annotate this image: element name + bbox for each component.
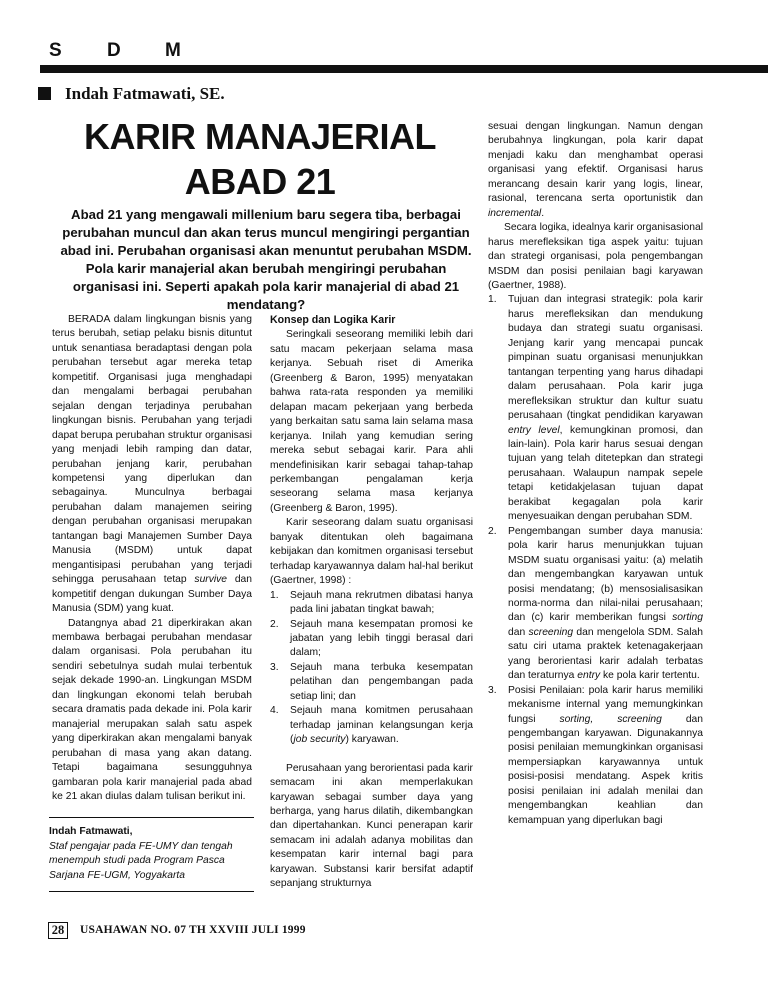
col2-paragraph-3: Perusahaan yang berorientasi pada karir semacam ini akan memperlakukan karyawan sebagai sumber daya yang berharga, yang harus dilatih, dikembangkan dan dipertahankan. Kunci penerapan karir semacam ini adalah adanya mobilitas dan kesempatan karir internal bagi para karyawan. Substansi karir bersifat adaptif sepanjang strukturnya [270, 762, 473, 890]
title-line-2: ABAD 21 [184, 161, 336, 202]
col3-paragraph-2: Secara logika, idealnya karir organisasional harus merefleksikan tiga aspek yaitu: tujuan dan strategi organisasi, pola pengembangan MSDM dan posisi penilaian bagi karyawan (Gaertner, 1988). [488, 222, 703, 291]
col2-paragraph-2: Karir seseorang dalam suatu organisasi banyak ditentukan oleh bagaimana kebijakan dan komitmen organisasi tersebut terhadap karyawannya dalam hal-hal berikut (Gaertner, 1998) : [270, 517, 473, 587]
column-2 [270, 313, 473, 892]
title-line-1: KARIR MANAJERIAL [84, 116, 436, 157]
list-item: 2. Sejauh mana kesempatan promosi ke jabatan yang lebih tinggi berasal dari dalam; [270, 618, 473, 659]
article-title [40, 114, 480, 204]
col2-list [270, 589, 473, 748]
section-letter-m: M [165, 40, 182, 61]
magazine-info: USAHAWAN NO. 07 TH XXVIII JULI 1999 [80, 924, 306, 936]
column-3 [488, 120, 703, 828]
author-line [38, 84, 438, 106]
square-bullet-icon [38, 87, 51, 100]
list-item: 2. Pengembangan sumber daya manusia: pola karir harus menunjukkan tujuan MSDM suatu organisasi yaitu: (a) melatih dan mengembangkan karyawan untuk posisi mendatang; (b) mensosialisasikan norma-norma dan nilai-nilai perusahaan; dan (c) karir memberikan fungsi sorting dan screening dan mengelola SDM. Salah satu ciri utama praktek ketenagakerjaan yang berorientasi karir adalah terbatas dan teraturnya entry ke pola karir tertentu. [488, 525, 704, 682]
lead-paragraph: Abad 21 yang mengawali millenium baru segera tiba, berbagai perubahan muncul dan akan terus muncul mengiringi pergantian abad ini. Perubahan organisasi akan menuntut perubahan MSDM. Pola karir manajerial akan berubah mengiringi perubahan organisasi ini. Seperti apakah pola karir manajerial di abad 21 mendatang? [60, 207, 472, 312]
author-box-name: Indah Fatmawati, [49, 826, 133, 837]
col1-paragraph-2: Datangnya abad 21 diperkirakan akan membawa berbagai perubahan mendasar dalam organisasi. Pola perubahan itu sendiri sebetulnya sudah mulai terbentuk sejak dekade 1990-an. Lingkungan MSDM dan lingkungan ekonomi telah berubah secara dramatis pada dekade ini. Pola karir manajerial merupakan salah satu aspek yang diperkirakan akan mengalami banyak perubahan di masa yang akan datang. Tetapi bagaimana sesungguhnya gambaran pola karir manajerial pada abad ke 21 akan diulas dalam tulisan berikut ini. [52, 617, 252, 802]
col2-paragraph-1: Seringkali seseorang memiliki lebih dari satu macam pekerjaan selama masa kerjanya. Sebuah riset di Amerika (Greenberg & Baron, 1995) menyatakan bahwa rata-rata responden ya memiliki delapan macam pekerjaan yang berbeda yang berkaitan satu sama lain selama masa kerjanya. Inilah yang kemudian sering mereka sebut sebagai karir. Para ahli mendefinisikan karir sebagai tahap-tahap perkembangan pengalaman kerja seseorang selama masa kerjanya (Greenberg & Baron, 1995). [270, 329, 473, 514]
author-name: Indah Fatmawati, SE. [65, 84, 225, 103]
page-number: 28 [48, 922, 68, 939]
list-item: 1. Sejauh mana rekrutmen dibatasi hanya pada lini jabatan tingkat bawah; [270, 589, 473, 616]
section-letter-s: S [49, 40, 63, 61]
list-item: 3. Sejauh mana terbuka kesempatan pelatihan dan pengembangan pada setiap lini; dan [270, 661, 473, 702]
author-box-bio: Staf pengajar pada FE-UMY dan tengah menempuh studi pada Program Pasca Sarjana FE-UGM, Yogyakarta [49, 840, 233, 881]
section-letter-d: D [107, 40, 122, 61]
header-rule [40, 65, 768, 73]
list-item: 3. Posisi Penilaian: pola karir harus memiliki mekanisme internal yang memungkinkan fungsi sorting, screening dan pengembangan karyawan. Digunakannya posisi penilaian memungkinkan organisasi mempersiapkan karyawannya untuk posisi-posisi mendatang. Aspek kritis posisi penilaian ini adalah menilai dan mengembangkan keahlian dan kemampuan yang diperlukan bagi [488, 684, 703, 826]
col1-paragraph-1: BERADA dalam lingkungan bisnis yang terus berubah, setiap pelaku bisnis dituntut untuk senantiasa beradaptasi dengan pola perubahan tersebut agar mereka tetap kompetitif. Organisasi juga menghadapi dan mengalami berbagai perubahan sejalan dengan terjadinya perubahan lingkungan bisnis. Perubahan yang terjadi dapat berupa perubahan struktur organisasi yang menjadi lebih ramping dan datar, perubahan jenjang karir, perubahan kompetensi yang diperlukan dan sebagainya. Munculnya berbagai perubahan dalam manajemen seiring dengan perubahan organisasi merupakan tantangan bagi Manajemen Sumber Daya Manusia (MSDM) untuk dapat mengantisipasi perubahan yang terjadi sehingga perusahaan tetap survive dan kompetitif dengan dukungan Sumber Daya Manusia (SDM) yang kuat. [52, 314, 253, 615]
page-footer [48, 922, 448, 942]
column-1 [52, 313, 252, 804]
subheading: Konsep dan Logika Karir [270, 314, 396, 326]
author-box [49, 817, 254, 892]
col3-paragraph-1: sesuai dengan lingkungan. Namun dengan berubahnya lingkungan, pola karir dapat menjadi kaku dan menghambat operasi organisasi yang efektif. Organisasi harus merancang desain karir yang logis, linear, rasional, terencana serta oportunistik dan incremental. [488, 121, 703, 219]
list-item: 4. Sejauh mana komitmen perusahaan terhadap jaminan kelangsungan kerja (job security) karyawan. [270, 705, 473, 746]
list-item: 1. Tujuan dan integrasi strategik: pola karir harus merefleksikan dan mendukung budaya dan strategi suatu organisasi. Jenjang karir yang mencapai puncak pimpinan suatu organisasi menunjukkan tantangan terpenting yang harus dihadapi dalam perusahaan. Pola karir juga merefleksikan struktur dan kultur suatu perusahaan (tingkat pendidikan karyawan entry level, kemungkinan promosi, dan lain-lain). Pola karir harus sesuai dengan tujuan yang telah ditetepkan dan strategi perusahaan. Walaupun nampak sepele tetapi ketidakjelasan tujuan dapat berakibat kegagalan pola karir menyesuaikan dengan perubahan SDM. [488, 294, 703, 523]
col3-list [488, 293, 703, 828]
